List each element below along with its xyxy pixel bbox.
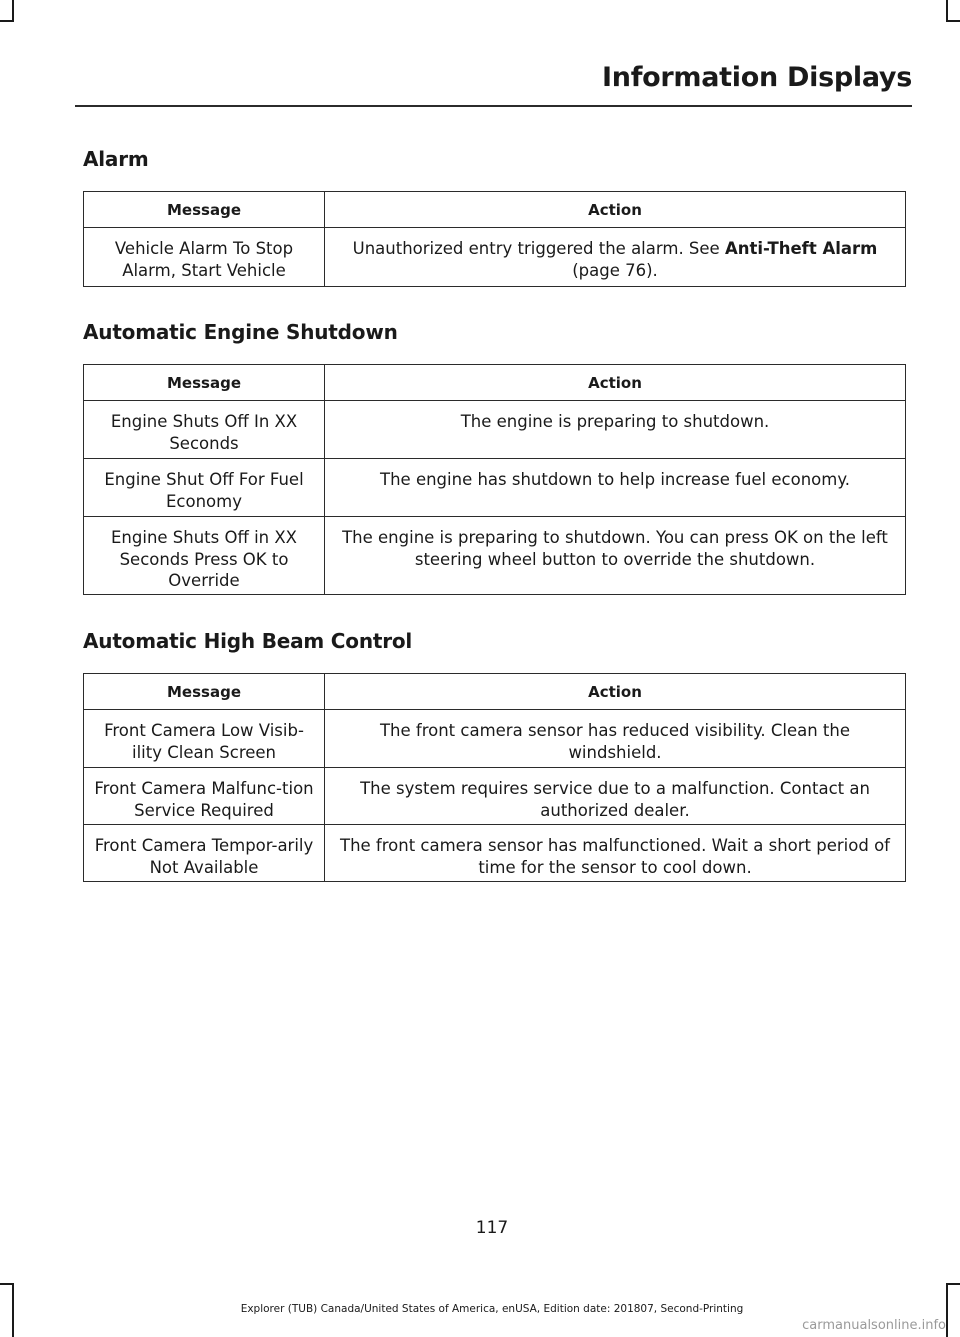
alarm-table xyxy=(83,191,906,287)
table-row xyxy=(84,710,906,768)
crop-mark xyxy=(946,20,960,22)
table-header-row xyxy=(84,365,906,401)
action-cell: The front camera sensor has malfunctioned. Wait a short period of time for the sensor to cool down. xyxy=(325,825,906,882)
action-cell: The engine is preparing to shutdown. xyxy=(325,401,906,459)
cross-reference-link[interactable]: Anti-Theft Alarm xyxy=(724,239,878,258)
crop-mark xyxy=(12,0,14,22)
column-header-action: Action xyxy=(325,365,906,401)
section-heading-alarm: Alarm xyxy=(83,147,149,171)
crop-mark xyxy=(0,20,14,22)
section-heading-engine-shutdown: Automatic Engine Shutdown xyxy=(83,320,398,344)
crop-mark xyxy=(0,1283,14,1285)
action-text: Unauthorized entry triggered the alarm. See xyxy=(352,239,725,258)
edition-footer: Explorer (TUB) Canada/United States of America, enUSA, Edition date: 201807, Second-Printing xyxy=(240,1303,744,1315)
column-header-message: Message xyxy=(84,365,325,401)
action-cell: The engine has shutdown to help increase fuel economy. xyxy=(325,459,906,517)
watermark[interactable]: carmanualsonline.info xyxy=(802,1318,946,1333)
table-row xyxy=(84,228,906,287)
action-cell xyxy=(325,228,906,287)
message-cell: Engine Shuts Off In XX Seconds xyxy=(84,401,325,459)
action-cell: The system requires service due to a malfunction. Contact an authorized dealer. xyxy=(325,768,906,825)
message-cell: Vehicle Alarm To Stop Alarm, Start Vehicle xyxy=(84,228,325,287)
high-beam-table xyxy=(83,673,906,882)
table-row xyxy=(84,459,906,517)
message-cell: Front Camera Malfunc-tion Service Required xyxy=(84,768,325,825)
table-header-row xyxy=(84,192,906,228)
table-row xyxy=(84,401,906,459)
action-cell: The front camera sensor has reduced visibility. Clean the windshield. xyxy=(325,710,906,768)
page-reference: (page 76). xyxy=(572,260,658,280)
table-row xyxy=(84,517,906,595)
table-row xyxy=(84,825,906,882)
message-cell: Front Camera Tempor-arily Not Available xyxy=(84,825,325,882)
crop-mark xyxy=(946,1283,960,1285)
section-heading-high-beam: Automatic High Beam Control xyxy=(83,629,413,653)
message-cell: Engine Shut Off For Fuel Economy xyxy=(84,459,325,517)
table-row xyxy=(84,768,906,825)
message-cell: Engine Shuts Off in XX Seconds Press OK to Override xyxy=(84,517,325,595)
page-title: Information Displays xyxy=(602,62,912,93)
column-header-message: Message xyxy=(84,192,325,228)
table-header-row xyxy=(84,674,906,710)
engine-shutdown-table xyxy=(83,364,906,595)
page-number: 117 xyxy=(475,1218,509,1238)
message-cell: Front Camera Low Visib-ility Clean Screen xyxy=(84,710,325,768)
title-divider xyxy=(75,105,912,107)
column-header-message: Message xyxy=(84,674,325,710)
column-header-action: Action xyxy=(325,192,906,228)
action-cell: The engine is preparing to shutdown. You can press OK on the left steering wheel button to override the shutdown. xyxy=(325,517,906,595)
column-header-action: Action xyxy=(325,674,906,710)
crop-mark xyxy=(946,0,948,22)
